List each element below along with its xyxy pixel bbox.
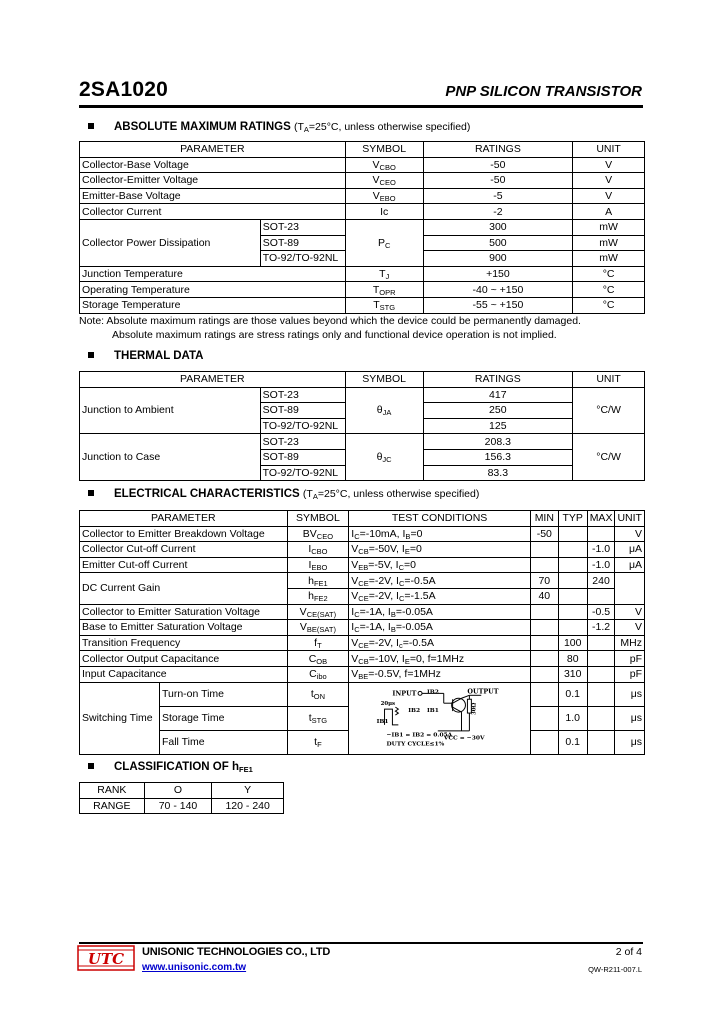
abs-max-note: Note: Absolute maximum ratings are those values beyond which the device could be permanently damaged. Absolute maximum ratings are stress ratings only and functional device operation is not implied.: [79, 315, 581, 341]
diagram-resistor-label: 30Ω: [471, 702, 478, 716]
table-row: DC Current Gain $h_{FE1}$ $V_{CE}=-2V$, $I_C=-0.5A$ 70 240: [80, 573, 645, 589]
company-name: UNISONIC TECHNOLOGIES CO., LTD: [142, 946, 331, 958]
utc-logo: [77, 944, 135, 972]
table-row: Input Capacitance $C_{ibo}$ $V_{BE}=-0.5V$, f=1MHz 310 pF: [80, 666, 645, 682]
table-row: TO-92/TO-92NL 900 mW: [80, 251, 645, 267]
table-row: Storage Temperature $T_{STG}$ -55 ~ +150 °C: [80, 297, 645, 313]
table-row: Junction to Case SOT-23 $\theta_{JC}$ 208.3 °C/W: [80, 434, 645, 450]
table-row: RANGE 70 - 140 120 - 240: [80, 798, 284, 814]
table-row: Collector to Emitter Breakdown Voltage $BV_{CEO}$ $I_C=-10mA$, $I_B=0$ -50 V: [80, 526, 645, 542]
table-row: Collector to Emitter Saturation Voltage $V_{CE(SAT)}$ $I_C=-1A$, $I_B=-0.05A$ -0.5 V: [80, 604, 645, 620]
page-number: 2 of 4: [615, 946, 642, 958]
table-row: Collector Current Ic -2 A: [80, 204, 645, 220]
table-row: Operating Temperature $T_{OPR}$ -40 ~ +150 °C: [80, 282, 645, 298]
thermal-table: [79, 371, 645, 481]
table-header-row: PARAMETER SYMBOL TEST CONDITIONS MIN TYP MAX UNIT: [80, 511, 645, 527]
table-row: Fall Time $t_F$ 0.1 μs: [80, 730, 645, 754]
table-row: SOT-89 250: [80, 403, 645, 419]
table-row: Base to Emitter Saturation Voltage $V_{BE(SAT)}$ $I_C=-1A$, $I_B=-0.05A$ -1.2 V: [80, 620, 645, 636]
diagram-ib2-top: IB2: [427, 688, 440, 696]
table-row: Transition Frequency $f_T$ $V_{CE}=-2V$, $I_c=-0.5A$ 100 MHz: [80, 635, 645, 651]
table-header-row: PARAMETER SYMBOL RATINGS UNIT: [80, 372, 645, 388]
table-row: Switching Time Turn-on Time $t_{ON}$ INPUT IB2 OUTPUT 20μs IB2 IB1 IB1 30Ω −IB1 = IB2 = 0.05A DUTY CYCLE≤1% VCC = −30V 0.1 μs: [80, 682, 645, 706]
table-header-row: PARAMETER SYMBOL RATINGS UNIT: [80, 142, 645, 158]
section-classification: CLASSIFICATION OF $h_{FE1}$: [88, 761, 253, 773]
test-circuit-diagram: [349, 685, 530, 751]
table-row: SOT-89 500 mW: [80, 235, 645, 251]
table-row: TO-92/TO-92NL 83.3: [80, 465, 645, 481]
header-rule: [79, 105, 643, 108]
company-website-link[interactable]: www.unisonic.com.tw: [142, 962, 247, 973]
table-row: Storage Time $t_{STG}$ 1.0 μs: [80, 706, 645, 730]
diagram-output-label: OUTPUT: [467, 687, 499, 696]
square-bullet-icon: [88, 352, 94, 358]
electrical-table: [79, 510, 645, 755]
diagram-duty-cycle: DUTY CYCLE≤1%: [386, 740, 445, 748]
diagram-ib1-label: IB1: [427, 707, 440, 715]
diagram-ib1-left: IB1: [376, 717, 389, 725]
diagram-input-label: INPUT: [392, 689, 417, 698]
part-number: 2SA1020: [79, 78, 168, 101]
table-row: TO-92/TO-92NL 125: [80, 418, 645, 434]
table-row: Emitter Cut-off Current $I_{EBO}$ $V_{EB}=-5V$, $I_C=0$ -1.0 μA: [80, 557, 645, 573]
diagram-vcc: VCC = −30V: [444, 734, 485, 742]
table-row: $h_{FE2}$ $V_{CE}=-2V$, $I_C=-1.5A$ 40: [80, 588, 645, 604]
section-thermal: THERMAL DATA: [88, 350, 203, 362]
table-row: RANK O Y: [80, 783, 284, 799]
device-type: PNP SILICON TRANSISTOR: [445, 83, 642, 100]
abs-max-table: [79, 141, 645, 314]
switching-test-circuit: [349, 682, 531, 754]
section-abs-max: ABSOLUTE MAXIMUM RATINGS ($T_A=25^\circ C$, unless otherwise specified): [88, 121, 470, 133]
square-bullet-icon: [88, 763, 94, 769]
table-row: Collector-Base Voltage $V_{CBO}$ -50 V: [80, 157, 645, 173]
diagram-pulse-width: 20μs: [380, 701, 396, 708]
table-row: SOT-89 156.3: [80, 449, 645, 465]
section-electrical: ELECTRICAL CHARACTERISTICS ($T_A=25^\circ C$, unless otherwise specified): [88, 488, 479, 500]
table-row: Junction to Ambient SOT-23 $\theta_{JA}$ 417 °C/W: [80, 387, 645, 403]
document-number: QW-R211-007.L: [588, 965, 642, 974]
table-row: Emitter-Base Voltage $V_{EBO}$ -5 V: [80, 188, 645, 204]
footer-rule: [79, 942, 643, 944]
diagram-ib2-label: IB2: [408, 707, 421, 715]
table-row: Collector Power Dissipation SOT-23 $P_C$ 300 mW: [80, 219, 645, 235]
classification-table: [79, 782, 284, 814]
table-row: Collector Cut-off Current $I_{CBO}$ $V_{CB}=-50V$, $I_E=0$ -1.0 μA: [80, 542, 645, 558]
square-bullet-icon: [88, 490, 94, 496]
table-row: Collector Output Capacitance $C_{OB}$ $V_{CB}=-10V$, $I_E=0$, f=1MHz 80 pF: [80, 651, 645, 667]
diagram-equation: −IB1 = IB2 = 0.05A: [386, 731, 453, 739]
table-row: Collector-Emitter Voltage $V_{CEO}$ -50 V: [80, 173, 645, 189]
svg-text:UTC: UTC: [87, 950, 125, 968]
square-bullet-icon: [88, 123, 94, 129]
table-row: Junction Temperature $T_J$ +150 °C: [80, 266, 645, 282]
